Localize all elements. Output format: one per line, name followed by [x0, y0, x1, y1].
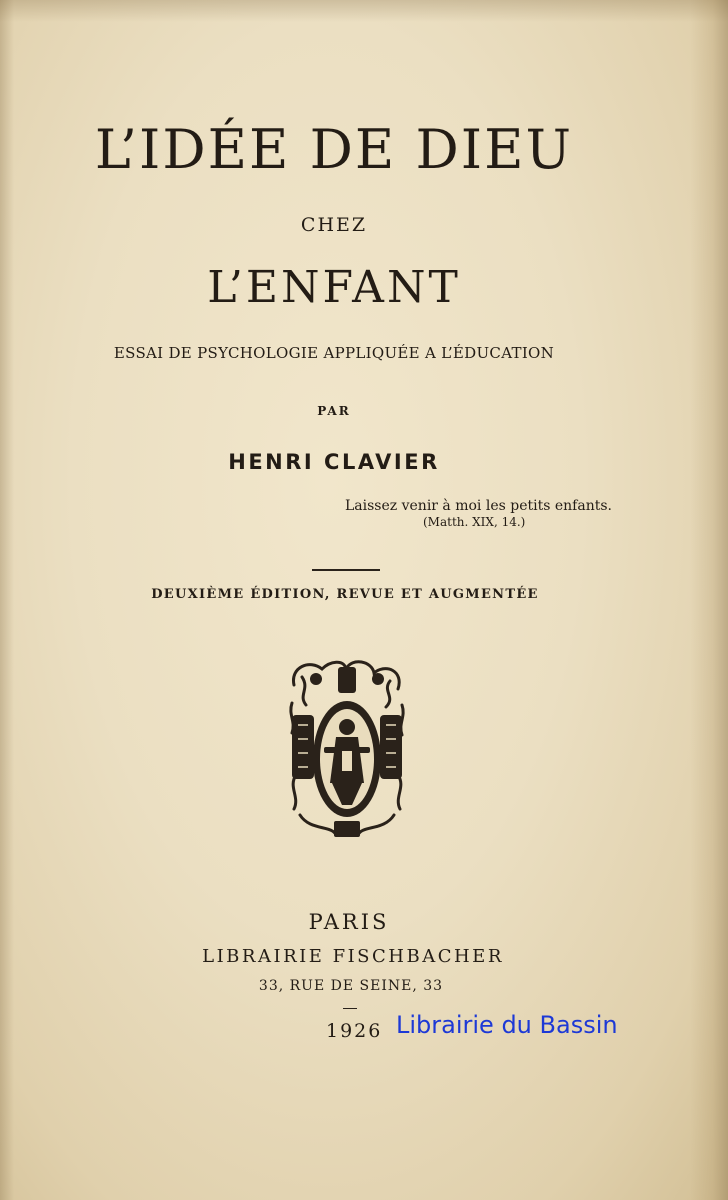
epigraph-quote: Laissez venir à moi les petits enfants. [345, 498, 612, 514]
bookseller-watermark: Librairie du Bassin [396, 1011, 618, 1039]
imprint-year: 1926 [326, 1020, 383, 1042]
epigraph-reference: (Matth. XIX, 14.) [423, 515, 526, 529]
book-subtitle: ESSAI DE PSYCHOLOGIE APPLIQUÉE A L’ÉDUCATION [113, 344, 555, 362]
book-title-line2: L’ENFANT [207, 262, 461, 313]
edition-note: DEUXIÈME ÉDITION, REVUE ET AUGMENTÉE [151, 587, 539, 602]
imprint-publisher: LIBRAIRIE FISCHBACHER [202, 946, 504, 967]
book-title-connector: CHEZ [300, 214, 368, 236]
by-label: PAR [317, 404, 351, 418]
imprint-city: PARIS [308, 910, 390, 934]
publisher-device-icon [286, 655, 408, 841]
divider-rule [312, 569, 380, 571]
imprint-address: 33, RUE DE SEINE, 33 [258, 978, 444, 994]
author-name: HENRI CLAVIER [228, 450, 440, 474]
page-shadow-top [0, 0, 728, 22]
book-title-line1: L’IDÉE DE DIEU [94, 118, 574, 181]
year-rule [343, 1008, 357, 1009]
